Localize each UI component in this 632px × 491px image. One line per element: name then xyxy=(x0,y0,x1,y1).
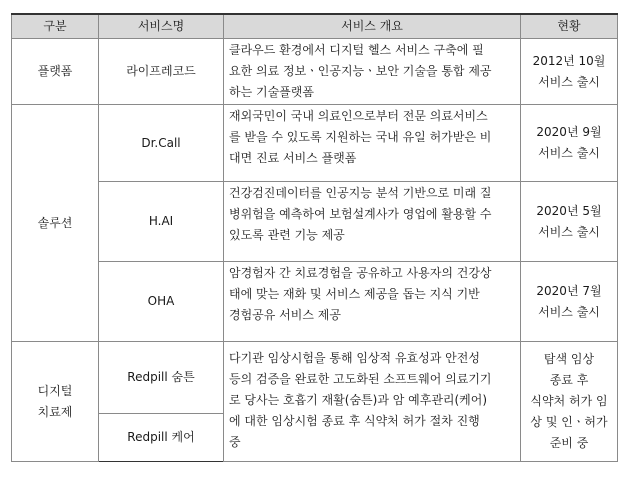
desc-line: 있도록 관련 기능 제공 xyxy=(229,228,345,242)
header-service-overview: 서비스 개요 xyxy=(224,14,521,39)
desc-line: 재외국민이 국내 의료인으로부터 전문 의료서비스 xyxy=(229,109,488,123)
desc-line: 건강검진데이터를 인공지능 분석 기반으로 미래 질 xyxy=(229,186,492,200)
service-desc-hai xyxy=(224,182,521,262)
header-status: 현황 xyxy=(521,14,618,39)
desc-line: 에 대한 임상시험 종료 후 식약처 허가 절차 진행 xyxy=(229,414,480,428)
status-line: 서비스 출시 xyxy=(538,304,600,319)
service-table xyxy=(11,13,618,462)
desc-line: 다기관 임상시험을 통해 임상적 유효성과 안전성 xyxy=(229,351,480,365)
desc-line: 등의 검증을 완료한 고도화된 소프트웨어 의료기기 xyxy=(229,372,492,386)
table-header-row xyxy=(12,14,618,39)
status-line: 2020년 5월 xyxy=(536,203,602,218)
status-line: 서비스 출시 xyxy=(538,74,600,89)
desc-line: 암경험자 간 치료경험을 공유하고 사용자의 건강상 xyxy=(229,266,492,280)
category-cell-digital-therapeutics xyxy=(12,342,99,462)
status-redpill xyxy=(521,342,618,462)
desc-line: 하는 기술플랫폼 xyxy=(229,85,314,99)
status-line: 2012년 10월 xyxy=(532,53,606,68)
status-line: 상 및 인ㆍ허가 xyxy=(530,415,608,429)
table-row xyxy=(12,182,618,262)
service-desc-redpill xyxy=(224,342,521,462)
desc-line: 경험공유 서비스 제공 xyxy=(229,308,341,322)
table-row xyxy=(12,105,618,182)
desc-line: 로 당사는 호흡기 재활(숨튼)과 암 예후관리(케어) xyxy=(229,393,488,407)
category-line: 디지털 xyxy=(37,383,73,398)
status-hai xyxy=(521,182,618,262)
status-oha xyxy=(521,262,618,342)
status-line: 2020년 9월 xyxy=(536,125,602,139)
service-table-wrapper xyxy=(11,13,618,462)
service-name-liferecord: 라이프레코드 xyxy=(99,39,224,105)
table-row xyxy=(12,262,618,342)
category-line: 치료제 xyxy=(37,404,73,419)
status-line: 탐색 임상 xyxy=(543,352,595,366)
service-name-drcall: Dr.Call xyxy=(99,105,224,182)
status-line: 준비 중 xyxy=(549,436,589,450)
table-row xyxy=(12,39,618,105)
service-name-hai: H.AI xyxy=(99,182,224,262)
desc-line: 대면 진료 서비스 플랫폼 xyxy=(229,151,357,165)
table-row xyxy=(12,342,618,414)
status-line: 2020년 7월 xyxy=(536,283,602,298)
category-cell-solution: 솔루션 xyxy=(12,105,99,342)
status-liferecord xyxy=(521,39,618,105)
service-name-oha: OHA xyxy=(99,262,224,342)
header-service-name: 서비스명 xyxy=(99,14,224,39)
desc-line: 태에 맞는 재화 및 서비스 제공을 돕는 지식 기반 xyxy=(229,287,480,301)
header-category: 구분 xyxy=(12,14,99,39)
service-desc-oha xyxy=(224,262,521,342)
status-drcall xyxy=(521,105,618,182)
status-line: 종료 후 xyxy=(549,373,589,387)
desc-line: 클라우드 환경에서 디지털 헬스 서비스 구축에 필 xyxy=(229,43,484,57)
service-name-redpill-sumtn: Redpill 숨튼 xyxy=(99,342,224,414)
desc-line: 를 받을 수 있도록 지원하는 국내 유일 허가받은 비 xyxy=(229,130,492,144)
desc-line: 요한 의료 정보ㆍ인공지능ㆍ보안 기술을 통합 제공 xyxy=(229,64,492,78)
desc-line: 중 xyxy=(229,435,241,449)
service-desc-drcall xyxy=(224,105,521,182)
category-cell-platform: 플랫폼 xyxy=(12,39,99,105)
desc-line: 병위험을 예측하여 보험설계사가 영업에 활용할 수 xyxy=(229,207,492,221)
status-line: 서비스 출시 xyxy=(538,146,600,160)
service-name-redpill-care: Redpill 케어 xyxy=(99,414,224,462)
service-desc-liferecord xyxy=(224,39,521,105)
status-line: 식약처 허가 임 xyxy=(530,394,608,408)
status-line: 서비스 출시 xyxy=(538,224,600,239)
